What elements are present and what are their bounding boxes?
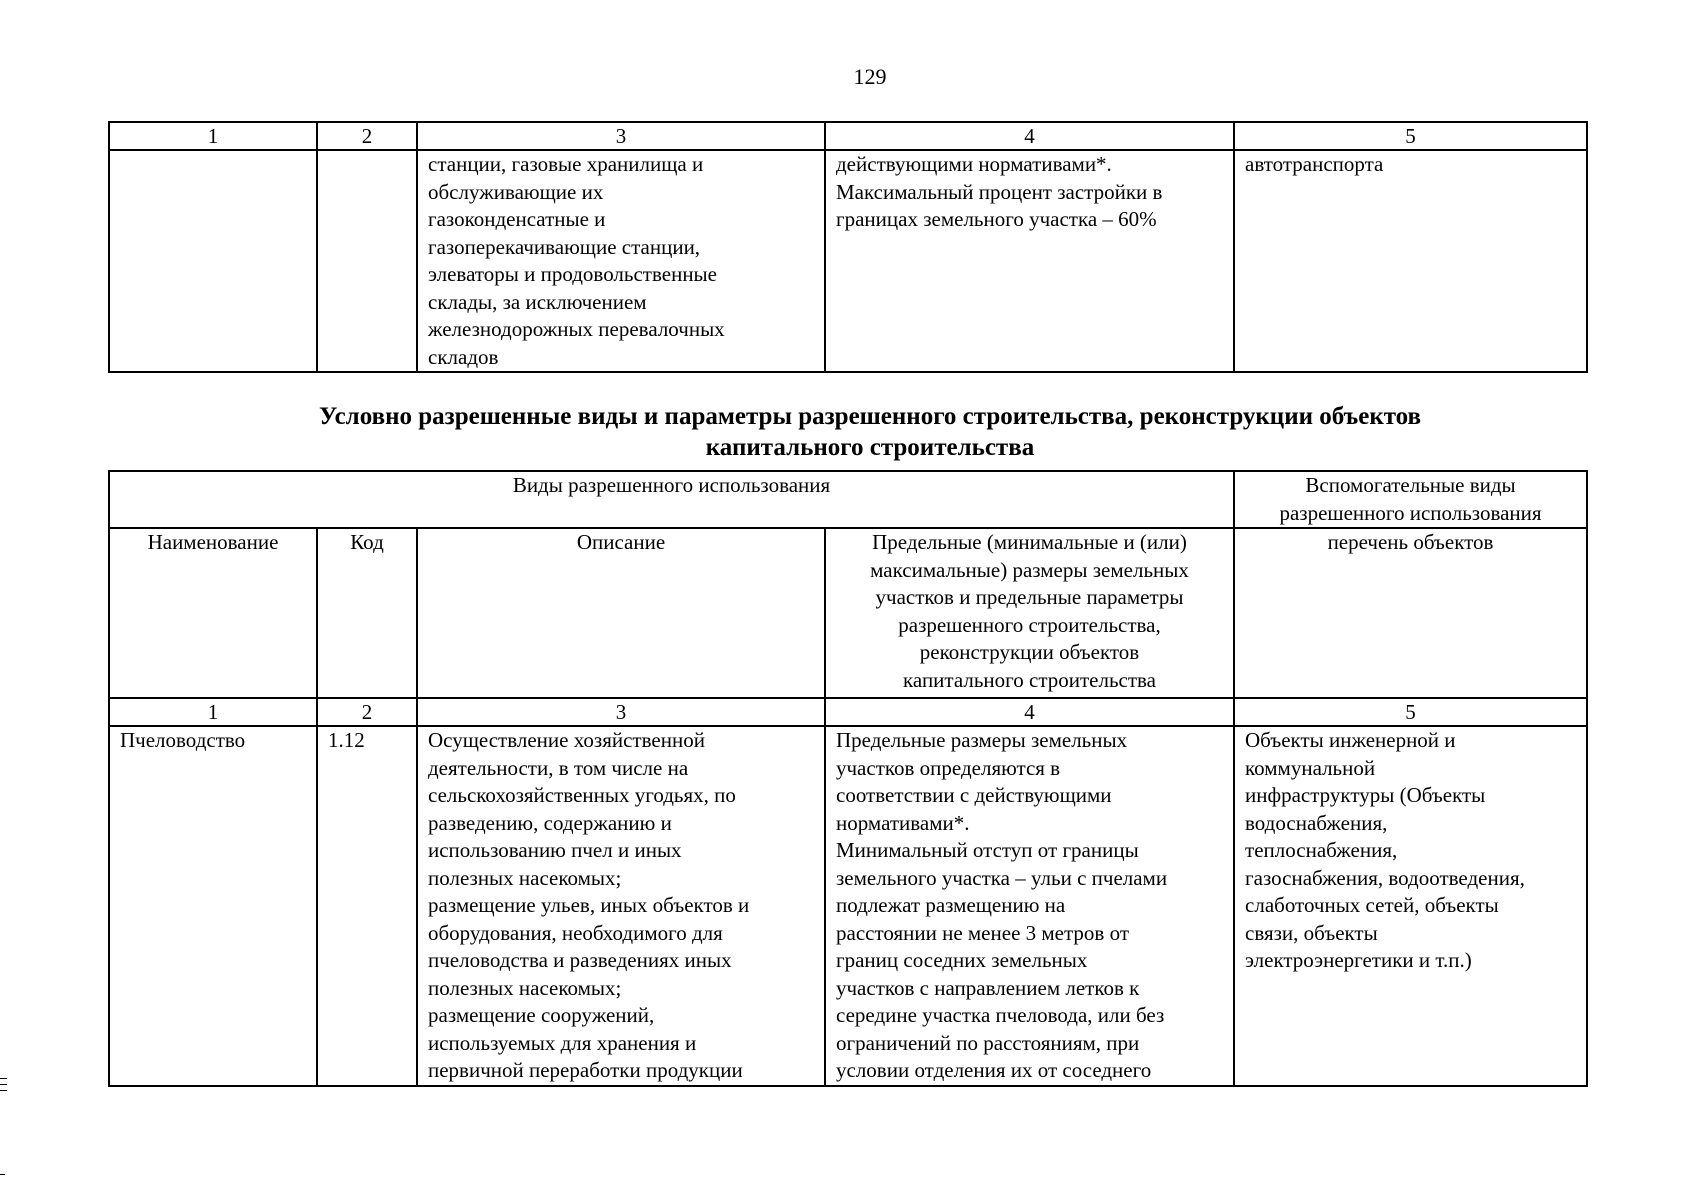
conditional-use-table <box>108 470 1588 1087</box>
column-number: 2 <box>317 122 417 150</box>
row-name-cell: Пчеловодство <box>109 726 317 1086</box>
header-columns-row <box>109 528 1587 698</box>
row-name-cell <box>109 150 317 372</box>
column-number: 3 <box>417 698 825 726</box>
row-code-cell <box>317 150 417 372</box>
header-auxiliary-uses: Вспомогательные виды разрешенного использования <box>1234 471 1587 528</box>
scan-margin-mark <box>0 1078 7 1079</box>
header-group-row <box>109 471 1587 528</box>
scan-margin-mark <box>0 1090 7 1091</box>
column-number: 5 <box>1234 122 1587 150</box>
column-number: 4 <box>825 698 1234 726</box>
table-row <box>109 150 1587 372</box>
row-description-cell: Осуществление хозяйственной деятельности, в том числе на сельскохозяйственных угодьях, по разведению, содержанию и использованию пчел и иных полезных насекомых; размещение ульев, иных объектов и оборудования, необходимого для пчеловодства и разведениях иных полезных насекомых; размещение сооружений, используемых для хранения и первичной переработки продукции <box>417 726 825 1086</box>
row-description-cell: станции, газовые хранилища и обслуживающие их газоконденсатные и газоперекачивающие станции, элеваторы и продовольственные склады, за исключением железнодорожных перевалочных складов <box>417 150 825 372</box>
row-parameters-cell: действующими нормативами*. Максимальный процент застройки в границах земельного участка – 60% <box>825 150 1234 372</box>
row-auxiliary-cell: Объекты инженерной и коммунальной инфраструктуры (Объекты водоснабжения, теплоснабжения, газоснабжения, водоотведения, слаботочных сетей, объекты связи, объекты электроэнергетики и т.п.) <box>1234 726 1587 1086</box>
row-auxiliary-cell: автотранспорта <box>1234 150 1587 372</box>
header-name: Наименование <box>109 528 317 698</box>
column-number: 3 <box>417 122 825 150</box>
column-number: 1 <box>109 122 317 150</box>
table-row <box>109 726 1587 1086</box>
continuation-table <box>108 121 1588 373</box>
scan-margin-mark <box>0 1174 5 1175</box>
column-number: 2 <box>317 698 417 726</box>
column-number: 5 <box>1234 698 1587 726</box>
section-title: Условно разрешенные виды и параметры разрешенного строительства, реконструкции объектов капитального строительства <box>318 403 1422 461</box>
row-parameters-cell: Предельные размеры земельных участков определяются в соответствии с действующими нормативами*. Минимальный отступ от границы земельного участка – ульи с пчелами подлежат размещению на расстоянии не менее 3 метров от границ соседних земельных участков с направлением летков к середине участка пчеловода, или без ограничений по расстояниям, при условии отделения их от соседнего <box>825 726 1234 1086</box>
header-permitted-uses: Виды разрешенного использования <box>109 471 1234 528</box>
row-code-cell: 1.12 <box>317 726 417 1086</box>
header-object-list: перечень объектов <box>1234 528 1587 698</box>
header-description: Описание <box>417 528 825 698</box>
column-number-row <box>109 698 1587 726</box>
column-number-row <box>109 122 1587 150</box>
column-number: 1 <box>109 698 317 726</box>
scan-margin-mark <box>0 1084 7 1085</box>
header-code: Код <box>317 528 417 698</box>
column-number: 4 <box>825 122 1234 150</box>
header-parameters: Предельные (минимальные и (или) максимальные) размеры земельных участков и предельные параметры разрешенного строительства, реконструкции объектов капитального строительства <box>825 528 1234 698</box>
page-number: 129 <box>853 64 887 89</box>
